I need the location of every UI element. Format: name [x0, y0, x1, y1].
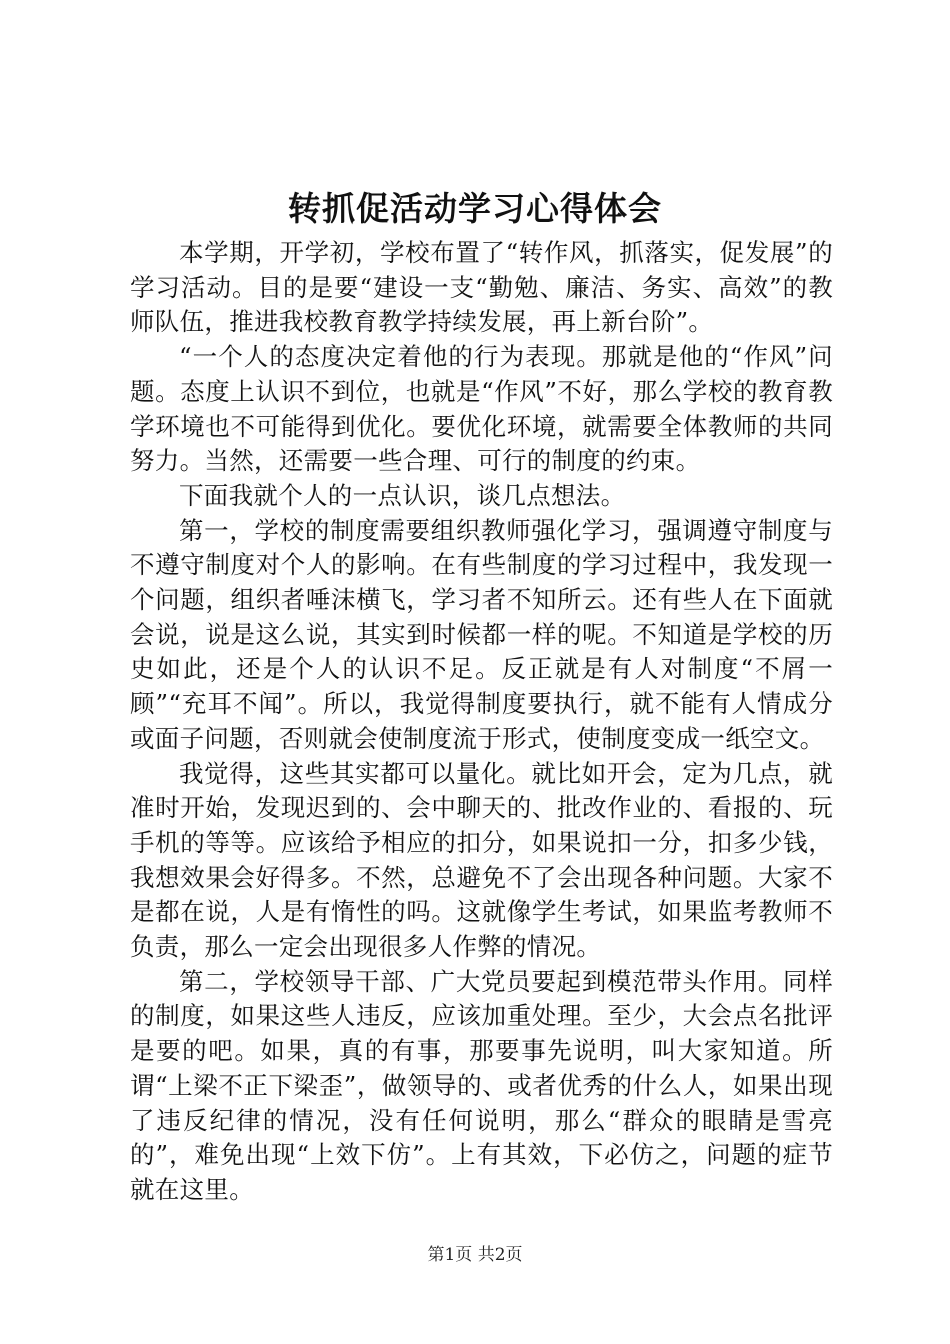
paragraph-5: 我觉得，这些其实都可以量化。就比如开会，定为几点，就准时开始，发现迟到的、会中聊天的、批改作业的、看报的、玩手机的等等。应该给予相应的扣分，如果说扣一分，扣多少钱，我想效果会好得多。不然，总避免不了会出现各种问题。大家不是都在说，人是有惰性的吗。这就像学生考试，如果监考教师不负责，那么一定会出现很多人作弊的情况。: [130, 758, 833, 962]
paragraph-3: 下面我就个人的一点认识，谈几点想法。: [179, 480, 626, 510]
paragraph-1: 本学期，开学初，学校布置了“转作风，抓落实，促发展”的学习活动。目的是要“建设一支“勤勉、廉洁、务实、高效”的教师队伍，推进我校教育教学持续发展，再上新台阶”。: [130, 238, 833, 337]
paragraph-4: 第一，学校的制度需要组织教师强化学习，强调遵守制度与不遵守制度对个人的影响。在有些制度的学习过程中，我发现一个问题，组织者唾沫横飞，学习者不知所云。还有些人在下面就会说，说是这么说，其实到时候都一样的呢。不知道是学校的历史如此，还是个人的认识不足。反正就是有人对制度“不屑一顾”“充耳不闻”。所以，我觉得制度要执行，就不能有人情成分或面子问题，否则就会使制度流于形式，使制度变成一纸空文。: [130, 515, 833, 753]
document-title: 转抓促活动学习心得体会: [288, 189, 662, 228]
page-footer: 第1页 共2页: [427, 1245, 523, 1265]
document-body: [130, 236, 833, 1208]
paragraph-6: 第二，学校领导干部、广大党员要起到模范带头作用。同样的制度，如果这些人违反，应该加重处理。至少，大会点名批评是要的吧。如果，真的有事，那要事先说明，叫大家知道。所谓“上梁不正下梁歪”，做领导的、或者优秀的什么人，如果出现了违反纪律的情况，没有任何说明，那么“群众的眼睛是雪亮的”，难免出现“上效下仿”。上有其效，下必仿之，问题的症节就在这里。: [130, 966, 833, 1204]
paragraph-2: “一个人的态度决定着他的行为表现。那就是他的“作风”问题。态度上认识不到位，也就是“作风”不好，那么学校的教育教学环境也不可能得到优化。要优化环境，就需要全体教师的共同努力。当然，还需要一些合理、可行的制度的约束。: [130, 342, 833, 476]
